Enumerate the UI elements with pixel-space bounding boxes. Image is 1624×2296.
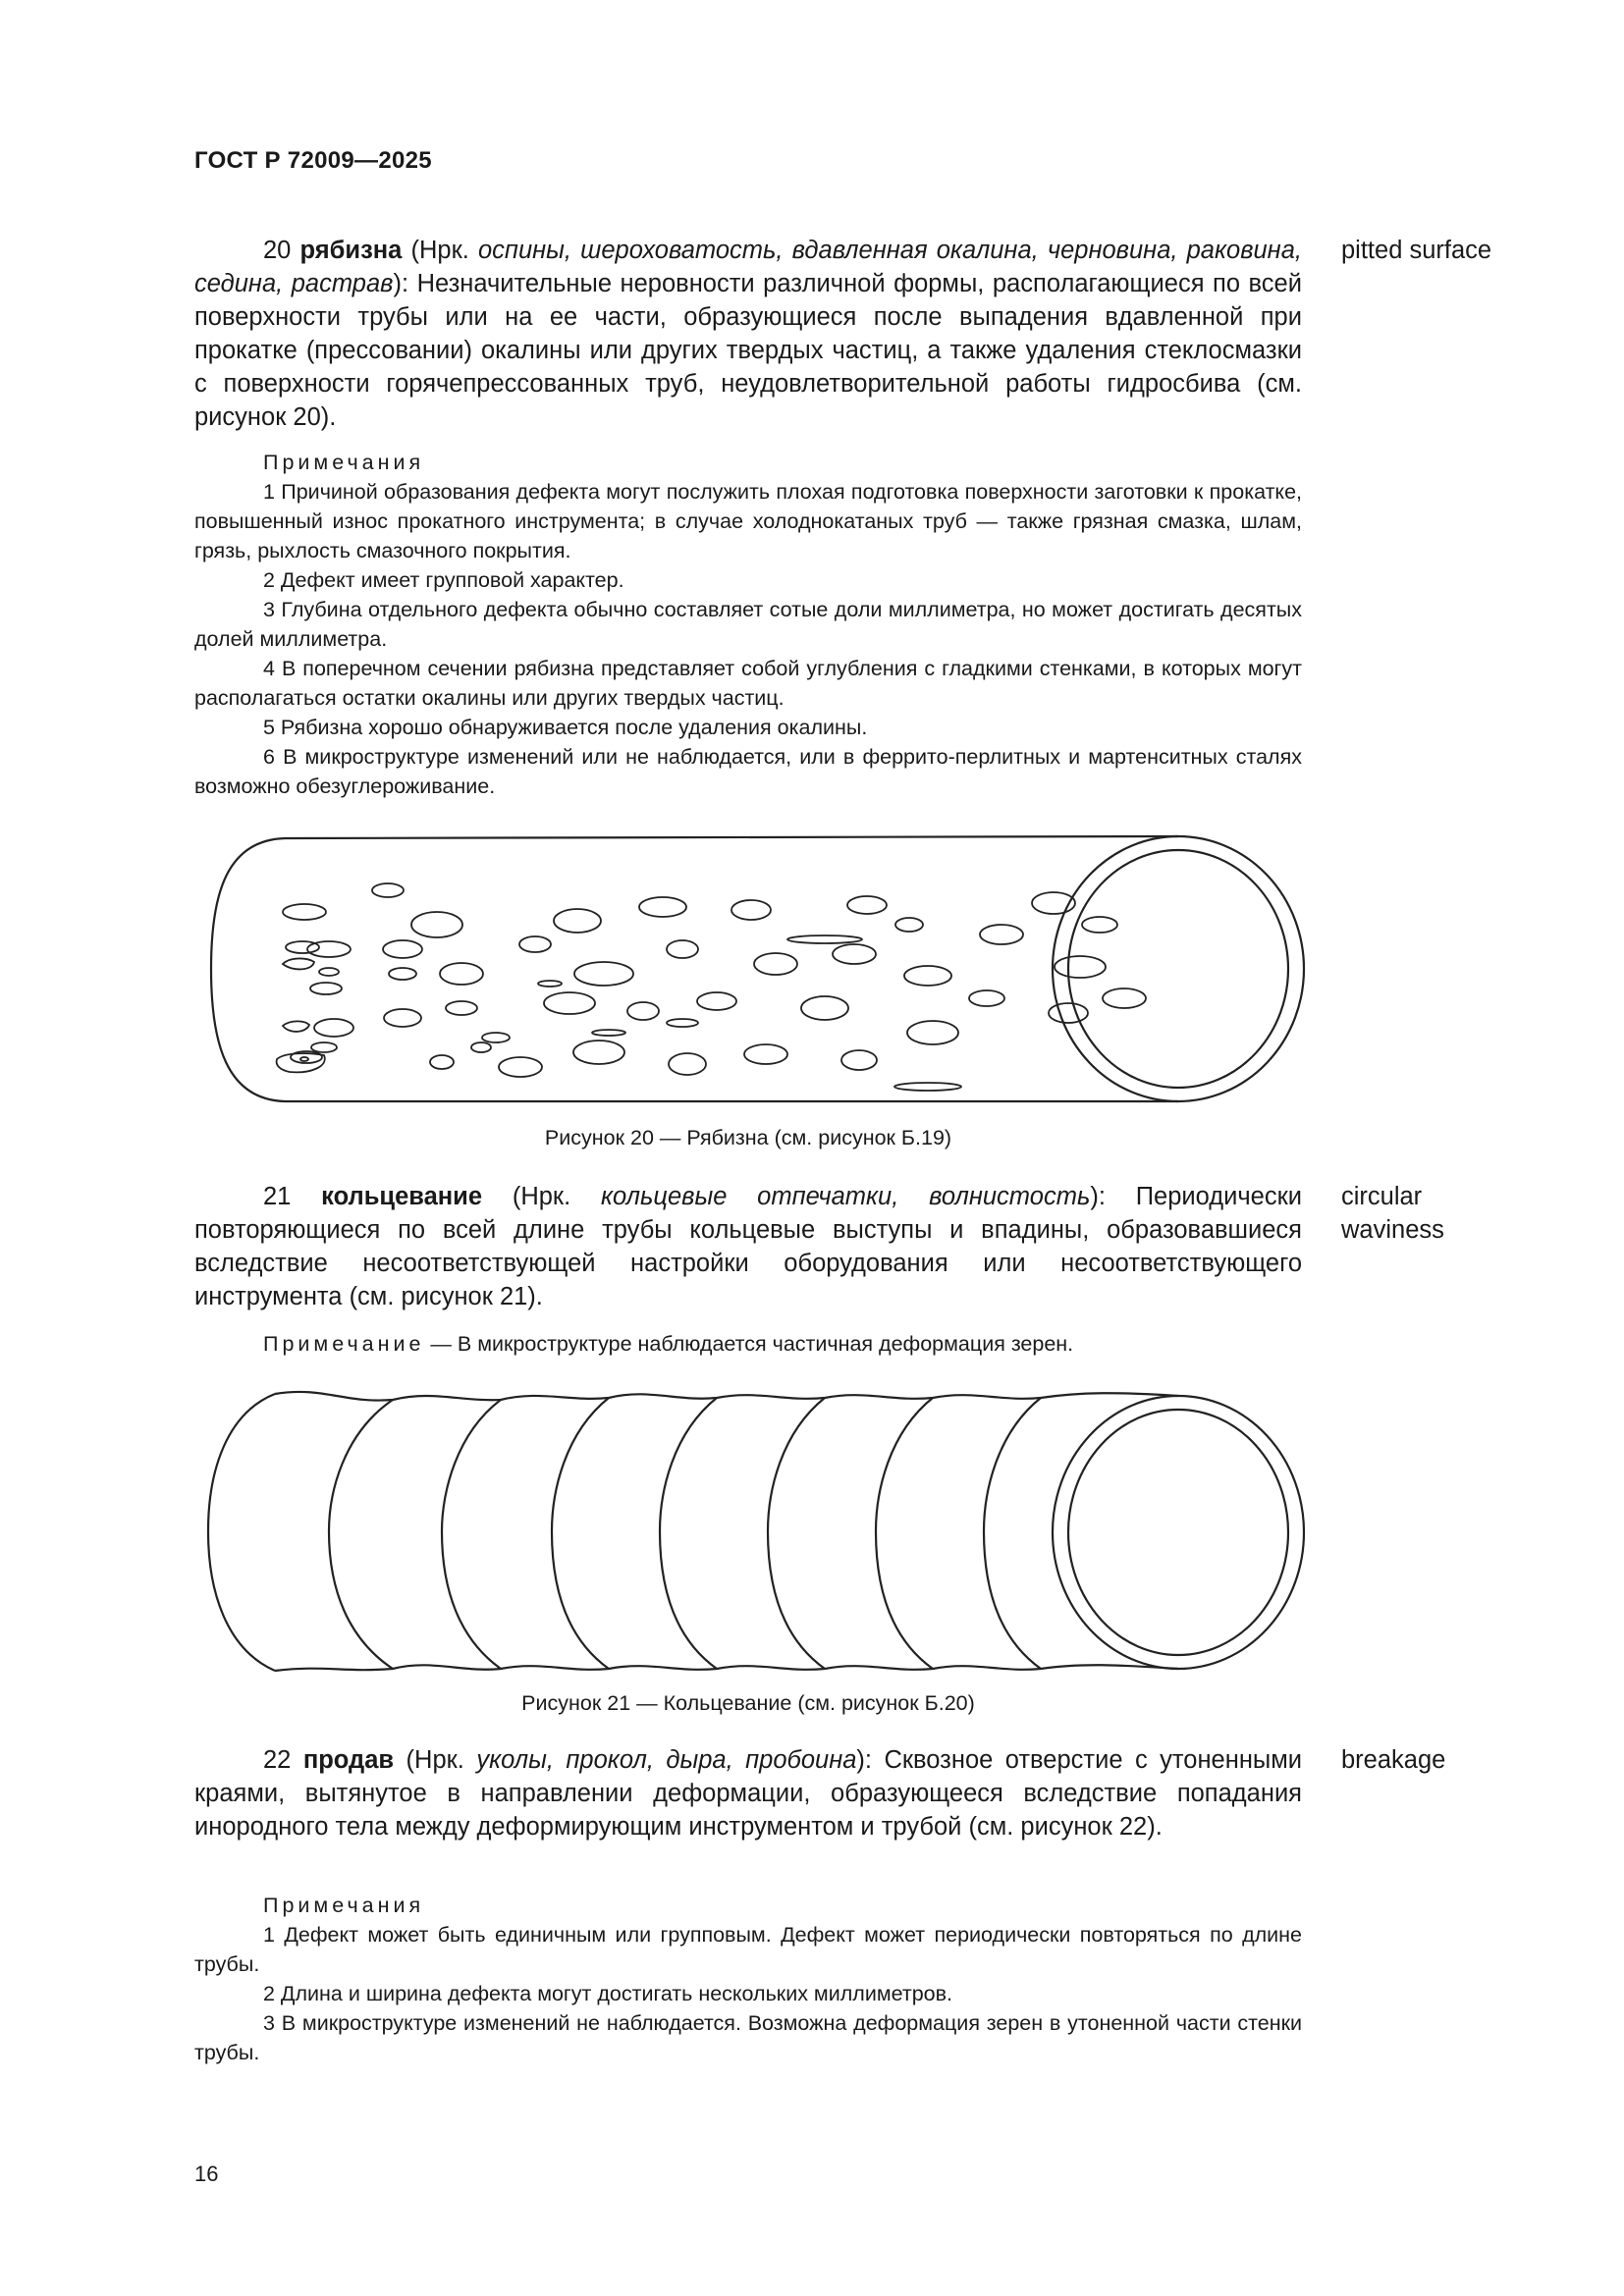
term: рябизна xyxy=(299,237,403,264)
note-3: 3 Глубина отдельного дефекта обычно составляет сотые доли миллиметра, но может достигать десятых долей миллиметра. xyxy=(194,598,1302,651)
term: кольцевание xyxy=(321,1183,483,1210)
note-title: Примечание xyxy=(263,1332,425,1356)
note-1: 1 Дефект может быть единичным или групповым. Дефект может периодически повторяться по длине трубы. xyxy=(194,1923,1302,1976)
note-5: 5 Рябизна хорошо обнаруживается после удаления окалины. xyxy=(263,716,868,739)
entry-21-definition xyxy=(194,1180,1302,1313)
entry-number: 22 xyxy=(263,1746,292,1774)
figure-21-caption: Рисунок 21 — Кольцевание (см. рисунок Б.20) xyxy=(521,1691,975,1715)
notes-title: Примечания xyxy=(263,1894,425,1917)
term: продав xyxy=(302,1746,395,1774)
paren: (Нрк. xyxy=(482,1183,601,1210)
note-6: 6 В микроструктуре изменений или не наблюдается, или в феррито-перлитных и мартенситных сталях возможно обезуглероживание. xyxy=(194,745,1302,798)
synonyms: оспины, шероховатость, вдавленная окалина, черновина, раковина, седина, растрав xyxy=(194,237,1302,297)
pipe-rings xyxy=(329,1398,1041,1669)
entry-22-notes xyxy=(194,1891,1302,2067)
figure-20-pitted-pipe xyxy=(196,827,1316,1111)
note-2: 2 Дефект имеет групповой характер. xyxy=(263,568,624,592)
synonyms: кольцевые отпечатки, волнистость xyxy=(600,1183,1091,1210)
pipe-top-edge xyxy=(275,1392,1178,1401)
paren: (Нрк. xyxy=(394,1746,477,1774)
pipe-left-end xyxy=(208,1394,275,1671)
english-term-line-1: circular xyxy=(1341,1183,1423,1210)
definition-text: ): Незначительные неровности различной формы, располагающиеся по всей поверхности трубы или на ее части, образующиеся после выпадения вдавленной при прокатке (прессовании) окалины или других твердых частиц, а также удаления стеклосмазки с поверхности горячепрессованных труб, неудовлетворительной работы гидросбива (см. рисунок 20). xyxy=(194,270,1302,431)
note-2: 2 Длина и ширина дефекта могут достигать нескольких миллиметров. xyxy=(263,1982,953,2005)
english-term-line-2: waviness xyxy=(1341,1216,1444,1244)
entry-20-definition xyxy=(194,234,1302,434)
english-term-21 xyxy=(1341,1180,1444,1247)
figure-20-caption: Рисунок 20 — Рябизна (см. рисунок Б.19) xyxy=(544,1126,952,1149)
pipe-end-outer xyxy=(1053,836,1304,1101)
entry-number: 21 xyxy=(263,1183,292,1210)
paren: (Нрк. xyxy=(402,237,478,264)
notes-title: Примечания xyxy=(263,451,425,474)
definition-text: ): Периодически повторяющиеся по всей длине трубы кольцевые выступы и впадины, образовавшиеся вследствие несоответствующей настройки оборудования или несоответствующего инструмента (см. рисунок 21). xyxy=(194,1183,1303,1310)
note-3: 3 В микроструктуре изменений не наблюдается. Возможна деформация зерен в утоненной части стенки трубы. xyxy=(194,2011,1302,2064)
entry-22-definition xyxy=(194,1743,1302,1843)
pits-group xyxy=(277,883,1146,1091)
synonyms: уколы, прокол, дыра, пробоина xyxy=(476,1746,857,1774)
pipe-end-inner xyxy=(1068,850,1288,1088)
pipe-body-outline xyxy=(211,836,1178,1101)
page-number: 16 xyxy=(194,2162,219,2186)
document-header: ГОСТ Р 72009—2025 xyxy=(194,147,432,174)
pipe-end-outer xyxy=(1053,1396,1304,1669)
note-text: — В микроструктуре наблюдается частичная деформация зерен. xyxy=(424,1332,1074,1356)
pipe-bottom-edge xyxy=(275,1665,1178,1671)
entry-21-note xyxy=(194,1329,1302,1359)
note-4: 4 В поперечном сечении рябизна представляет собой углубления с гладкими стенками, в которых могут располагаться остатки окалины или других твердых частиц. xyxy=(194,657,1302,710)
english-term-20: pitted surface xyxy=(1341,237,1492,264)
definition-text: ): Сквозное отверстие с утоненными краями, вытянутое в направлении деформации, образующееся вследствие попадания инородного тела между деформирующим инструментом и трубой (см. рисунок 22). xyxy=(194,1746,1303,1841)
english-term-22: breakage xyxy=(1341,1746,1446,1774)
entry-20-notes xyxy=(194,448,1302,801)
note-1: 1 Причиной образования дефекта могут послужить плохая подготовка поверхности заготовки к прокатке, повышенный износ прокатного инструмента; в случае холоднокатаных труб — также грязная смазка, шлам, грязь, рыхлость смазочного покрытия. xyxy=(194,480,1302,562)
pipe-end-inner xyxy=(1068,1410,1288,1655)
entry-number: 20 xyxy=(263,237,292,264)
figure-21-waviness-pipe xyxy=(196,1374,1316,1688)
